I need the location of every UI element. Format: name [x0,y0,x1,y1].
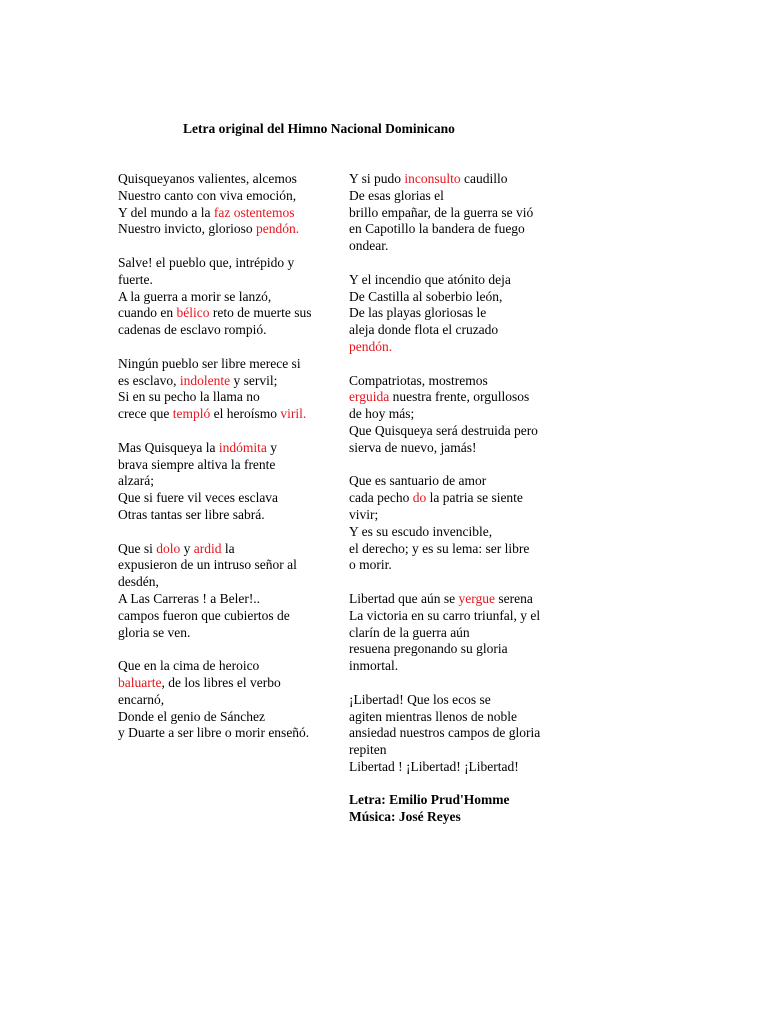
highlighted-word: faz ostentemos [213,204,295,220]
verse-text: Que en la cima de heroico [118,658,260,674]
verse-text: ¡Libertad! Que los ecos se [349,691,491,707]
verse-line [118,557,344,574]
verse-text: aleja donde flota el cruzado [349,322,499,338]
verse-text: caudillo [460,171,508,186]
verse-text: Mas Quisqueya la [118,439,219,455]
verse-line [118,440,344,457]
verse-text: Nuestro invicto, glorioso [118,221,256,237]
verse-line [349,406,575,423]
left_column-stanza [118,440,344,524]
verse-text: Otras tantas ser libre sabrá. [118,506,265,522]
verse-line [349,221,575,238]
verse-text: Libertad ! ¡Libertad! ¡Libertad! [349,758,519,774]
verse-line [118,255,344,272]
verse-text: la [221,540,235,556]
highlighted-word: baluarte [118,674,162,690]
verse-text: resuena pregonando su gloria [349,641,508,657]
verse-text: brava siempre altiva la frente [118,456,276,472]
verse-line [349,423,575,440]
verse-line [118,709,344,726]
verse-text: A Las Carreras ! a Beler!.. [118,590,261,606]
verse-line [118,574,344,591]
verse-line [118,205,344,222]
verse-text: De esas glorias el [349,187,444,203]
right-stanzas [349,171,575,776]
verse-line [349,608,575,625]
verse-text: Si en su pecho la llama no [118,389,260,405]
verse-text: cada pecho [349,490,413,506]
verse-line [118,305,344,322]
highlighted-word: bélico [176,305,210,321]
right-column [349,171,575,826]
verse-line [118,608,344,625]
verse-line [118,289,344,306]
verse-line [349,322,575,339]
verse-text: Y del mundo a la [118,204,214,220]
verse-line [349,205,575,222]
verse-line [349,373,575,390]
verse-line [118,373,344,390]
verse-text: ansiedad nuestros campos de gloria [349,725,541,741]
verse-line [118,188,344,205]
verse-text: repiten [349,742,387,758]
verse-line [349,188,575,205]
verse-text: es esclavo, [118,372,180,388]
verse-text: sierva de nuevo, jamás! [349,439,477,455]
verse-text: Libertad que aún se [349,590,459,606]
highlighted-word: do [412,490,427,506]
verse-text: Compatriotas, mostremos [349,372,488,388]
verse-text: Y si pudo [349,171,405,186]
left_column-stanza [118,356,344,423]
verse-line [349,289,575,306]
verse-text: Ningún pueblo ser libre merece si [118,355,301,371]
verse-text: alzará; [118,473,154,489]
verse-text: el derecho; y es su lema: ser libre [349,540,530,556]
verse-text: reto de muerte sus [209,305,312,321]
verse-text: A la guerra a morir se lanzó, [118,288,272,304]
verse-line [349,339,575,356]
left-column [118,171,344,759]
verse-line [349,389,575,406]
highlighted-word: pendón. [349,338,393,354]
highlighted-word: pendón. [256,221,300,237]
left_column-stanza [118,171,344,238]
verse-text: o morir. [349,557,392,573]
verse-line [349,557,575,574]
left_column-stanza [118,658,344,742]
verse-text: agiten mientras llenos de noble [349,708,517,724]
verse-line [118,507,344,524]
highlighted-word: yergue [458,590,495,606]
verse-text: y [266,439,277,455]
verse-text: Que es santuario de amor [349,473,487,489]
credit-music: Música: José Reyes [349,809,461,825]
highlighted-word: templó [172,406,211,422]
verse-text: De las playas gloriosas le [349,305,487,321]
verse-text: vivir; [349,506,379,522]
right_column-stanza [349,272,575,356]
verse-line [349,625,575,642]
verse-text: serena [494,590,533,606]
verse-text: y [180,540,194,556]
verse-line [118,591,344,608]
verse-text: gloria se ven. [118,624,191,640]
verse-text: inmortal. [349,658,399,674]
verse-text: , de los libres el verbo [161,674,281,690]
verse-text: nuestra frente, orgullosos [389,389,530,405]
highlighted-word: ardid [193,540,222,556]
verse-text: desdén, [118,574,159,590]
verse-text: expusieron de un intruso señor al [118,557,297,573]
verse-line [349,440,575,457]
verse-line [118,356,344,373]
verse-line [349,541,575,558]
highlighted-word: indómita [218,439,267,455]
verse-line [349,473,575,490]
verse-line [349,507,575,524]
verse-line [349,171,575,188]
verse-text: De Castilla al soberbio león, [349,288,503,304]
right_column-stanza [349,692,575,776]
credits [349,792,575,826]
verse-line [349,658,575,675]
verse-line [118,541,344,558]
verse-line [349,238,575,255]
highlighted-word: indolente [179,372,231,388]
verse-line [349,759,575,776]
verse-text: cuando en [118,305,177,321]
verse-text: clarín de la guerra aún [349,624,470,640]
verse-text: y servil; [230,372,278,388]
verse-text: Quisqueyanos valientes, alcemos [118,171,297,186]
verse-text: Que si fuere vil veces esclava [118,490,279,506]
verse-line [118,406,344,423]
verse-line [118,221,344,238]
verse-line [118,725,344,742]
verse-line [349,692,575,709]
right_column-stanza [349,591,575,675]
verse-text: encarnó, [118,691,165,707]
verse-line [118,692,344,709]
verse-line [349,305,575,322]
verse-text: Salve! el pueblo que, intrépido y [118,254,295,270]
verse-line [349,490,575,507]
right_column-stanza [349,473,575,574]
verse-line [349,591,575,608]
verse-text: de hoy más; [349,406,415,422]
verse-line [118,658,344,675]
left_column-stanza [118,541,344,642]
verse-line [349,709,575,726]
left_column-stanza [118,255,344,339]
verse-text: Que Quisqueya será destruida pero [349,422,538,438]
verse-text: el heroísmo [210,406,281,422]
highlighted-word: erguida [349,389,390,405]
page-title: Letra original del Himno Nacional Dominicano [183,121,455,136]
highlighted-word: viril. [280,406,307,422]
verse-text: cadenas de esclavo rompió. [118,322,267,338]
verse-line [349,742,575,759]
right_column-stanza [349,373,575,457]
verse-text: la patria se siente [426,490,523,506]
verse-line [118,490,344,507]
verse-line [118,473,344,490]
verse-text: Y es su escudo invencible, [349,523,493,539]
credit-lyrics: Letra: Emilio Prud'Homme [349,792,510,808]
right_column-stanza [349,171,575,255]
verse-line [118,322,344,339]
verse-text: Donde el genio de Sánchez [118,708,265,724]
verse-line [118,389,344,406]
verse-line [349,272,575,289]
verse-line [118,675,344,692]
verse-line [349,641,575,658]
verse-text: Nuestro canto con viva emoción, [118,187,297,203]
verse-text: Y el incendio que atónito deja [349,271,511,287]
verse-line [349,524,575,541]
verse-text: ondear. [349,238,389,254]
verse-text: y Duarte a ser libre o morir enseñó. [118,725,310,741]
verse-line [118,272,344,289]
verse-text: crece que [118,406,173,422]
highlighted-word: dolo [156,540,181,556]
verse-text: fuerte. [118,271,153,287]
verse-text: brillo empañar, de la guerra se vió [349,204,534,220]
verse-line [349,725,575,742]
verse-line [118,457,344,474]
verse-text: Que si [118,540,157,556]
verse-text: campos fueron que cubiertos de [118,607,290,623]
verse-line [118,625,344,642]
verse-text: en Capotillo la bandera de fuego [349,221,525,237]
verse-line [118,171,344,188]
verse-text: La victoria en su carro triunfal, y el [349,607,541,623]
highlighted-word: inconsulto [404,171,461,186]
